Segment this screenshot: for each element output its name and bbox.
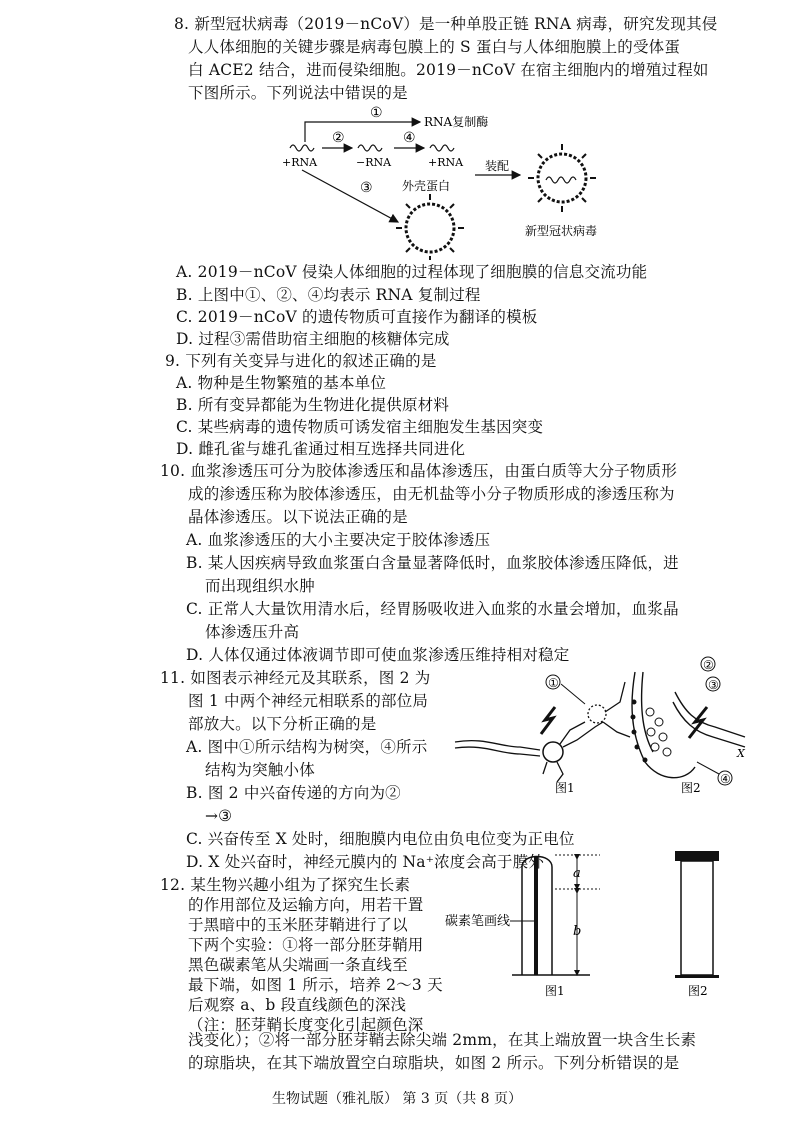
q8-stem-line: 白 ACE2 结合，进而侵染细胞。2019－nCoV 在宿主细胞内的增殖过程如 (188, 61, 709, 79)
new-coronavirus-particle (528, 144, 596, 212)
q11-option-d: D. X 处兴奋时，神经元膜内的 Na⁺浓度会高于膜外 (186, 853, 545, 871)
q12-stem-line: 后观察 a、b 段直线颜色的深浅 (188, 996, 407, 1014)
step2-label: ② (332, 130, 345, 146)
pen-line-label: 碳素笔画线 (445, 914, 511, 929)
q12-stem-line: （注：胚芽鞘长度变化引起颜色深 (188, 1016, 424, 1034)
q9-option-a: A. 物种是生物繁殖的基本单位 (176, 374, 387, 392)
q12-stem-line: 12. 某生物兴趣小组为了探究生长素 (160, 876, 411, 894)
q11-stem-line: 11. 如图表示神经元及其联系，图 2 为 (160, 669, 431, 687)
label-3: ③ (708, 678, 719, 692)
plus-rna-label: +RNA (428, 156, 464, 169)
q8-option-a: A. 2019－nCoV 侵染人体细胞的过程体现了细胞膜的信息交流功能 (176, 263, 648, 281)
q8-option-b: B. 上图中①、②、④均表示 RNA 复制过程 (176, 286, 481, 304)
q8-stem-line: 下图所示。下列说法中错误的是 (188, 84, 408, 102)
q10-option-d: D. 人体仅通过体液调节即可使血浆渗透压维持相对稳定 (186, 646, 570, 664)
q11-option-b: B. 图 2 中兴奋传递的方向为② (186, 784, 401, 802)
q12-stem-line: 浅变化）；②将一部分胚芽鞘去除尖端 2mm，在其上端放置一块含生长素 (188, 1031, 697, 1049)
step4-label: ④ (403, 130, 416, 146)
q12-stem-line: 的作用部位及运输方向，用若干置 (188, 896, 424, 914)
q11-option-b-cont: →③ (205, 807, 233, 825)
q11-option-c: C. 兴奋传至 X 处时，细胞膜内电位由负电位变为正电位 (186, 830, 575, 848)
label-2: ② (703, 658, 714, 672)
q8-stem-line: 8. 新型冠状病毒（2019－nCoV）是一种单股正链 RNA 病毒，研究发现其侵 (174, 15, 718, 33)
segment-a-label: a (573, 866, 581, 881)
blank-agar-block (675, 975, 719, 978)
q9-option-c: C. 某些病毒的遗传物质可诱发宿主细胞发生基因突变 (176, 418, 544, 436)
q10-option-a: A. 血浆渗透压的大小主要决定于胶体渗透压 (186, 531, 491, 549)
q9-option-d: D. 雌孔雀与雄孔雀通过相互选择共同进化 (176, 440, 466, 458)
segment-b-label: b (573, 924, 582, 939)
rdrp-label: RNA复制酶 (424, 115, 489, 129)
q10-option-c-cont: 体渗透压升高 (205, 623, 300, 641)
minus-rna-strand (358, 145, 382, 151)
plus-rna-strand (430, 145, 454, 151)
q12-stem-line: 黑色碳素笔从尖端画一条直线至 (188, 956, 408, 974)
q11-neuron-diagram (445, 652, 750, 797)
q10-option-b-cont: 而出现组织水肿 (205, 577, 315, 595)
q12-stem-line: 于黑暗中的玉米胚芽鞘进行了以 (188, 916, 408, 934)
page-footer: 生物试题（雅礼版） 第 3 页（共 8 页） (271, 1091, 523, 1107)
step3-label: ③ (360, 180, 373, 196)
q10-option-c: C. 正常人大量饮用清水后，经胃肠吸收进入血浆的水量会增加，血浆晶 (186, 600, 679, 618)
q10-stem-line: 成的渗透压称为胶体渗透压，由无机盐等小分子物质形成的渗透压称为 (188, 485, 675, 503)
excitation-arrow (541, 707, 555, 734)
q11-stem-line: 部放大。以下分析正确的是 (188, 715, 377, 733)
q8-stem-line: 人人体细胞的关键步骤是病毒包膜上的 S 蛋白与人体细胞膜上的受体蛋 (188, 38, 681, 56)
fig2-caption: 图2 (681, 781, 701, 795)
fig1-caption: 图1 (545, 984, 565, 998)
new-virus-label: 新型冠状病毒 (525, 224, 598, 238)
q12-stem-line: 下两个实验：①将一部分胚芽鞘用 (188, 936, 424, 954)
q11-option-a-cont: 结构为突触小体 (205, 761, 315, 779)
fig2-caption: 图2 (688, 984, 708, 998)
capsid-protein-shell (396, 194, 464, 260)
decapitated-coleoptile (681, 861, 713, 975)
synaptic-vesicles (646, 708, 671, 756)
q12-coleoptile-diagram (440, 845, 740, 1060)
fig1-caption: 图1 (555, 781, 575, 795)
synapse-figure-2 (632, 672, 745, 778)
q12-stem-line: 最下端，如图 1 所示，培养 2～3 天 (188, 976, 443, 994)
plus-rna-label: +RNA (282, 156, 318, 169)
q12-stem-line-final: 的琼脂块，在其下端放置空白琼脂块，如图 2 所示。下列分析错误的是 (188, 1054, 680, 1072)
q11-option-a: A. 图中①所示结构为树突，④所示 (186, 738, 428, 756)
q10-stem-line: 晶体渗透压。以下说法正确的是 (188, 508, 408, 526)
q8-option-d: D. 过程③需借助宿主细胞的核糖体完成 (176, 330, 450, 348)
q11-stem-line: 图 1 中两个神经元相联系的部位局 (188, 692, 429, 710)
capsid-label: 外壳蛋白 (402, 179, 451, 193)
assembly-label: 装配 (485, 159, 510, 173)
q9-stem: 9. 下列有关变异与进化的叙述正确的是 (165, 352, 437, 370)
label-1: ① (548, 676, 559, 690)
step1-label: ① (370, 105, 383, 121)
q8-option-c: C. 2019－nCoV 的遗传物质可直接作为翻译的模板 (176, 308, 538, 326)
q10-option-b: B. 某人因疾病导致血浆蛋白含量显著降低时，血浆胶体渗透压降低，进 (186, 554, 679, 572)
plus-rna-strand (290, 145, 314, 151)
q9-option-b: B. 所有变异都能为生物进化提供原材料 (176, 396, 450, 414)
label-4: ④ (720, 772, 731, 786)
q8-virus-replication-diagram (280, 100, 620, 260)
label-x: X (737, 747, 745, 760)
coleoptile-fig1 (522, 857, 552, 976)
minus-rna-label: −RNA (356, 156, 392, 169)
auxin-agar-block (675, 851, 719, 861)
q10-stem-line: 10. 血浆渗透压可分为胶体渗透压和晶体渗透压，由蛋白质等大分子物质形 (160, 462, 678, 480)
